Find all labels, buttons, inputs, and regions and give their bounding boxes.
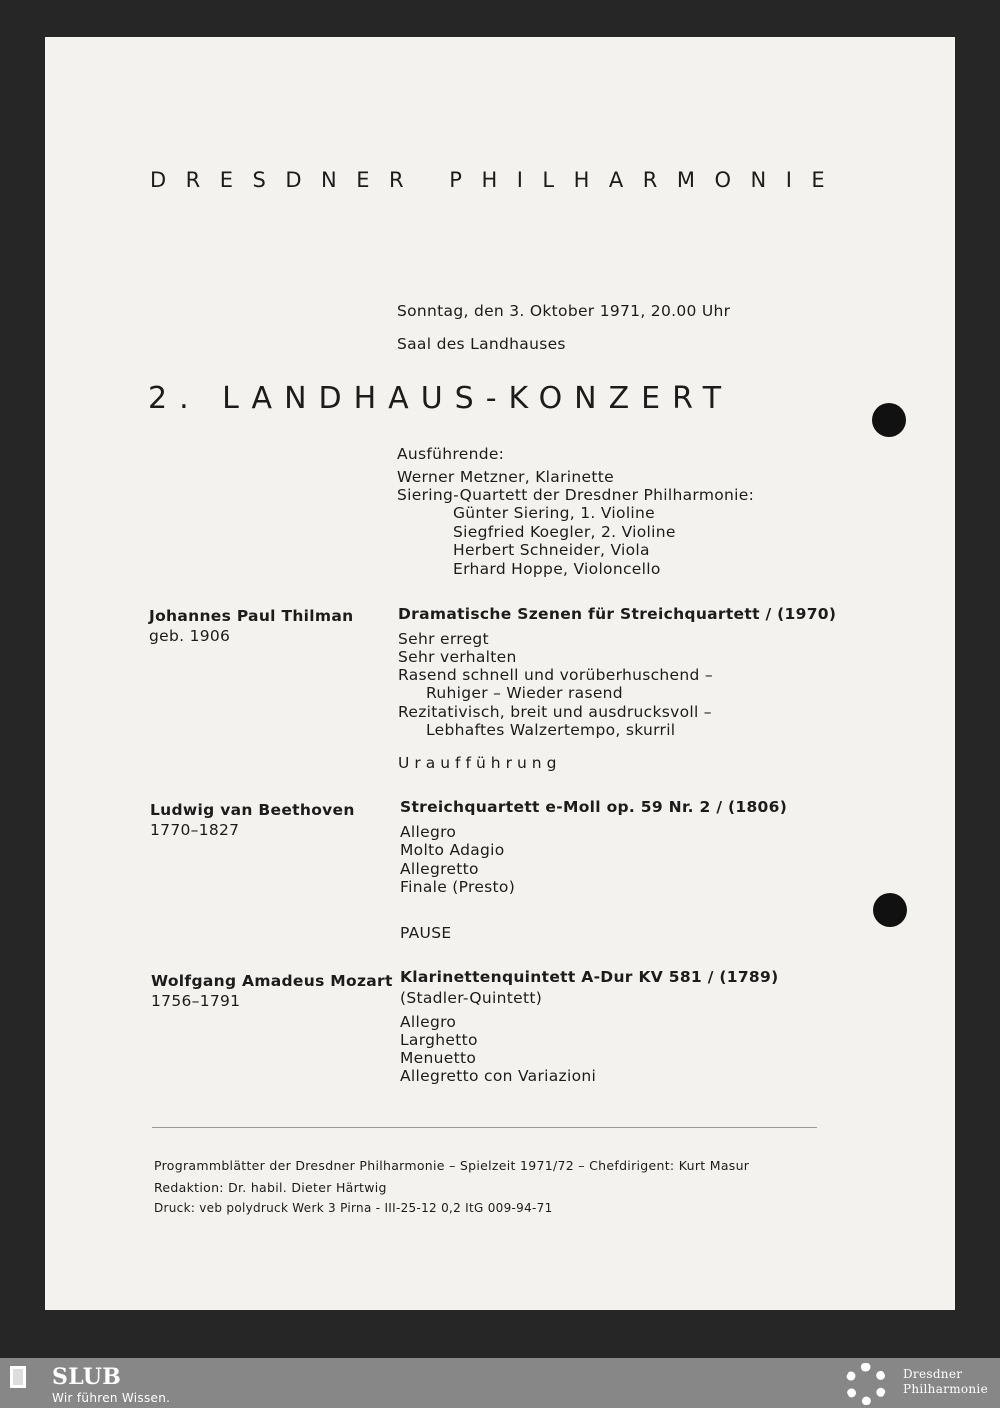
movement: Larghetto [400,1031,478,1049]
work-subtitle: (Stadler-Quintett) [400,989,543,1007]
movement: Sehr erregt [398,630,489,648]
partner-name[interactable]: Dresdner [903,1367,963,1381]
footer-line: Programmblätter der Dresdner Philharmonie – Spielzeit 1971/72 – Chefdirigent: Kurt Masur [154,1158,750,1173]
movement: Finale (Presto) [400,878,516,896]
performer-line: Siering-Quartett der Dresdner Philharmonie: [397,486,755,504]
composer-dates: 1770–1827 [150,821,240,839]
partner-name[interactable]: Philharmonie [903,1382,988,1396]
philharmonie-logo-icon [845,1363,887,1405]
movement: Allegro [400,823,457,841]
footer-line: Redaktion: Dr. habil. Dieter Härtwig [154,1180,387,1195]
premiere-note: Uraufführung [398,754,562,772]
quartet-member: Siegfried Koegler, 2. Violine [453,523,676,541]
punch-hole [873,893,907,927]
pause-label: PAUSE [400,924,452,942]
slub-book-icon [10,1366,26,1388]
header-title: DRESDNER PHILHARMONIE [150,168,845,192]
punch-hole [872,403,906,437]
footer-divider [152,1127,817,1128]
work-title: Dramatische Szenen für Streichquartett / (1970) [398,605,837,623]
movement: Rasend schnell und vorüberhuschend – [398,666,713,684]
slub-logo-text[interactable]: SLUB [52,1364,122,1390]
event-venue: Saal des Landhauses [397,335,566,353]
composer-name: Ludwig van Beethoven [150,801,355,819]
movement: Rezitativisch, breit und ausdrucksvoll – [398,703,712,721]
movement: Molto Adagio [400,841,505,859]
quartet-member: Günter Siering, 1. Violine [453,504,655,522]
composer-name: Wolfgang Amadeus Mozart [151,972,393,990]
concert-title: 2. LANDHAUS-KONZERT [148,381,734,416]
viewer-footer-bar [0,1358,1000,1408]
quartet-member: Herbert Schneider, Viola [453,541,650,559]
work-title: Klarinettenquintett A-Dur KV 581 / (1789) [400,968,779,986]
movement: Allegretto [400,860,479,878]
slub-slogan: Wir führen Wissen. [52,1391,171,1405]
work-title: Streichquartett e-Moll op. 59 Nr. 2 / (1806) [400,798,788,816]
movement: Lebhaftes Walzertempo, skurril [426,721,676,739]
movement: Allegretto con Variazioni [400,1067,597,1085]
movement: Sehr verhalten [398,648,517,666]
movement: Menuetto [400,1049,477,1067]
composer-name: Johannes Paul Thilman [149,607,354,625]
footer-line: Druck: veb polydruck Werk 3 Pirna - III-25-12 0,2 ItG 009-94-71 [154,1201,553,1215]
movement: Allegro [400,1013,457,1031]
composer-dates: 1756–1791 [151,992,241,1010]
event-date: Sonntag, den 3. Oktober 1971, 20.00 Uhr [397,302,731,320]
quartet-member: Erhard Hoppe, Violoncello [453,560,661,578]
performers-label: Ausführende: [397,445,505,463]
performer-line: Werner Metzner, Klarinette [397,468,614,486]
composer-dates: geb. 1906 [149,627,231,645]
movement: Ruhiger – Wieder rasend [426,684,623,702]
